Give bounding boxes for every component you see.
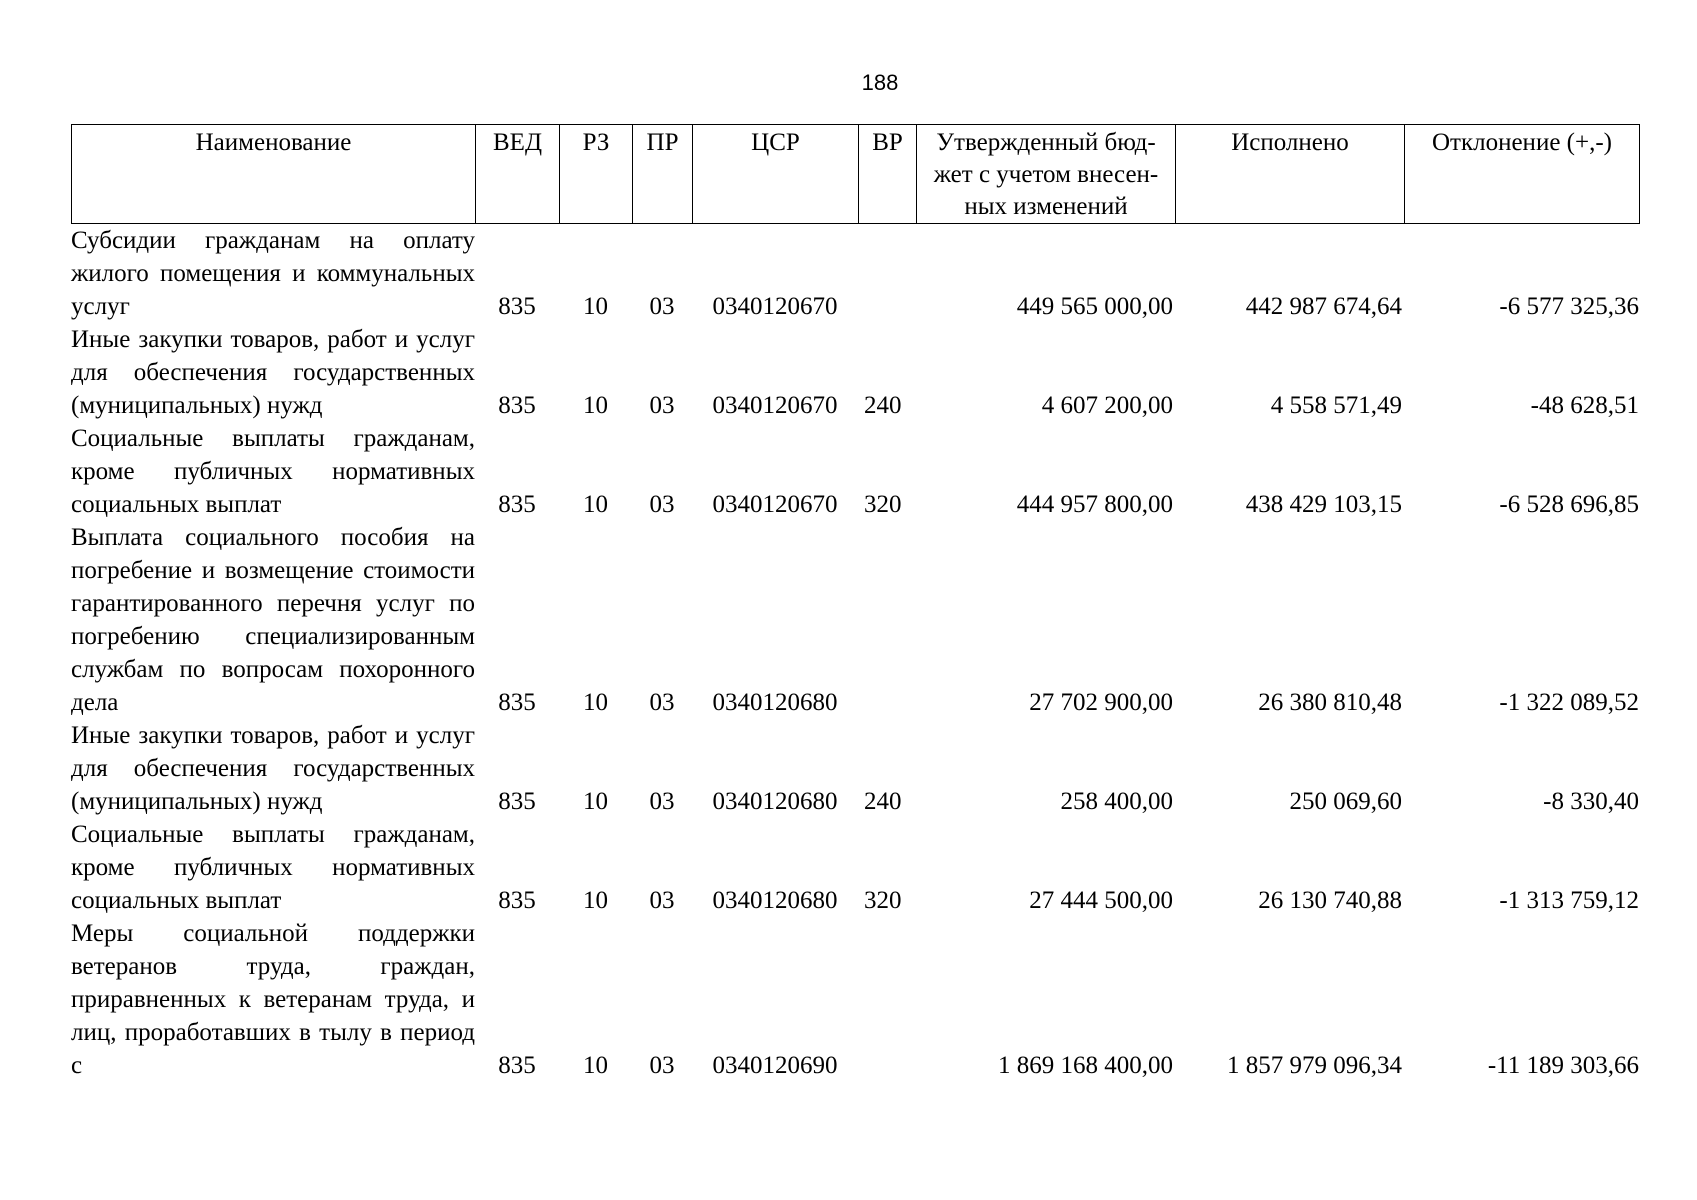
- row-budget: 444 957 800,00: [1016, 491, 1173, 518]
- row-deviation: -11 189 303,66: [1487, 1052, 1639, 1079]
- row-csr: 0340120680: [712, 788, 838, 815]
- row-vr: 240: [864, 788, 902, 815]
- row-executed: 250 069,60: [1289, 788, 1402, 815]
- table-row: [71, 224, 1639, 323]
- row-executed: 442 987 674,64: [1245, 293, 1402, 320]
- header-ved: ВЕД: [476, 125, 560, 224]
- row-deviation: -8 330,40: [1543, 788, 1639, 815]
- header-name: Наименование: [72, 125, 476, 224]
- row-ved: 835: [498, 689, 536, 716]
- row-executed: 1 857 979 096,34: [1227, 1052, 1402, 1079]
- row-name: Иные закупки товаров, работ и услуг для обеспечения государственных (муниципальных) нужд: [71, 722, 475, 815]
- row-name: Субсидии гражданам на оплату жилого помещения и коммунальных услуг: [71, 227, 475, 320]
- row-executed: 26 380 810,48: [1258, 689, 1402, 716]
- row-deviation: -48 628,51: [1530, 392, 1639, 419]
- table-row: [71, 719, 1639, 818]
- row-name: Социальные выплаты гражданам, кроме публичных нормативных социальных выплат: [71, 425, 475, 518]
- row-vr: 320: [864, 887, 902, 914]
- table-row: [71, 422, 1639, 521]
- header-pr: ПР: [633, 125, 693, 224]
- row-executed: 4 558 571,49: [1270, 392, 1402, 419]
- header-executed: Исполнено: [1176, 125, 1405, 224]
- row-name: Иные закупки товаров, работ и услуг для обеспечения государственных (муниципальных) нужд: [71, 326, 475, 419]
- row-pr: 03: [649, 689, 675, 716]
- table-header: [71, 124, 1640, 224]
- header-budget: Утвержденный бюд-жет с учетом внесен-ных изменений: [917, 125, 1176, 224]
- header-vr: ВР: [859, 125, 917, 224]
- row-deviation: -6 577 325,36: [1499, 293, 1639, 320]
- row-vr: 240: [864, 392, 902, 419]
- table-row: [71, 521, 1639, 719]
- row-rz: 10: [583, 491, 608, 518]
- row-csr: 0340120680: [712, 887, 838, 914]
- row-pr: 03: [649, 887, 675, 914]
- row-vr: 320: [864, 491, 902, 518]
- row-budget: 27 444 500,00: [1029, 887, 1173, 914]
- row-ved: 835: [498, 392, 536, 419]
- row-rz: 10: [583, 689, 608, 716]
- table-body: [71, 224, 1639, 1082]
- row-csr: 0340120670: [712, 293, 838, 320]
- row-csr: 0340120670: [712, 491, 838, 518]
- table-row: [71, 323, 1639, 422]
- header-rz: РЗ: [560, 125, 633, 224]
- row-deviation: -1 322 089,52: [1499, 689, 1639, 716]
- row-pr: 03: [649, 788, 675, 815]
- row-csr: 0340120690: [712, 1052, 838, 1079]
- row-rz: 10: [583, 392, 608, 419]
- header-deviation: Отклонение (+,-): [1405, 125, 1640, 224]
- row-rz: 10: [583, 788, 608, 815]
- row-budget: 27 702 900,00: [1029, 689, 1173, 716]
- row-csr: 0340120670: [712, 392, 838, 419]
- row-rz: 10: [583, 887, 608, 914]
- row-ved: 835: [498, 1052, 536, 1079]
- row-ved: 835: [498, 887, 536, 914]
- row-pr: 03: [649, 1052, 675, 1079]
- row-name: Социальные выплаты гражданам, кроме публичных нормативных социальных выплат: [71, 821, 475, 914]
- page-number: 188: [861, 70, 899, 95]
- row-budget: 4 607 200,00: [1041, 392, 1173, 419]
- table-row: [71, 917, 1639, 1082]
- table-row: [71, 818, 1639, 917]
- row-budget: 258 400,00: [1060, 788, 1173, 815]
- row-rz: 10: [583, 293, 608, 320]
- header-csr: ЦСР: [693, 125, 859, 224]
- row-csr: 0340120680: [712, 689, 838, 716]
- row-rz: 10: [583, 1052, 608, 1079]
- row-name: Меры социальной поддержки ветеранов труда, граждан, приравненных к ветеранам труда, и лиц, проработавших в тылу в период с: [71, 920, 475, 1079]
- row-deviation: -1 313 759,12: [1499, 887, 1639, 914]
- row-ved: 835: [498, 293, 536, 320]
- row-ved: 835: [498, 788, 536, 815]
- row-pr: 03: [649, 392, 675, 419]
- row-budget: 449 565 000,00: [1016, 293, 1173, 320]
- row-name: Выплата социального пособия на погребение и возмещение стоимости гарантированного перечня услуг по погребению специализированным службам по вопросам похоронного дела: [71, 524, 475, 716]
- row-deviation: -6 528 696,85: [1499, 491, 1639, 518]
- row-budget: 1 869 168 400,00: [998, 1052, 1173, 1079]
- row-executed: 26 130 740,88: [1258, 887, 1402, 914]
- row-pr: 03: [649, 293, 675, 320]
- row-executed: 438 429 103,15: [1245, 491, 1402, 518]
- row-ved: 835: [498, 491, 536, 518]
- row-pr: 03: [649, 491, 675, 518]
